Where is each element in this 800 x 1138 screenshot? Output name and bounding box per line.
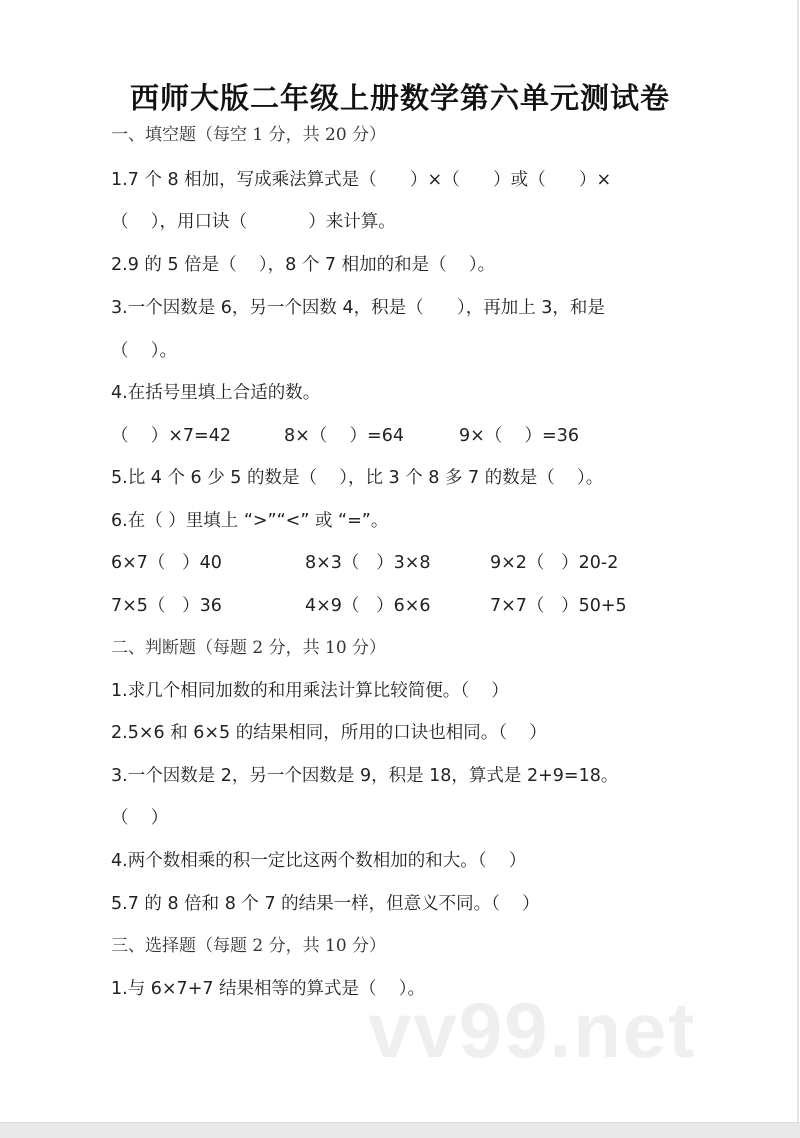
watermark: vv99.net (368, 986, 697, 1074)
s1-question-4: 4.在括号里填上合适的数。 (111, 383, 321, 403)
s1-q6-item: 6×7（ ）40 (111, 553, 222, 573)
s2-question-3-line-2: （ ） (111, 808, 169, 828)
page-title: 西师大版二年级上册数学第六单元测试卷 (129, 81, 670, 115)
s1-q4-item: （ ）×7=42 (111, 426, 231, 446)
section-2-heading: 二、判断题（每题 2 分，共 10 分） (111, 638, 387, 658)
s1-q6-item: 9×2（ ）20-2 (490, 553, 619, 573)
s1-question-2: 2.9 的 5 倍是（ ），8 个 7 相加的和是（ ）。 (111, 255, 496, 275)
s1-question-3-line-2: （ ）。 (111, 341, 178, 361)
s1-q6-item: 7×7（ ）50+5 (490, 596, 627, 616)
section-3-heading: 三、选择题（每题 2 分，共 10 分） (111, 936, 387, 956)
s1-q4-item: 8×（ ）=64 (284, 426, 404, 446)
s1-question-1-line-2: （ ），用口诀（ ）来计算。 (111, 212, 396, 232)
s1-q6-item: 4×9（ ）6×6 (305, 596, 431, 616)
s1-q4-item: 9×（ ）=36 (459, 426, 579, 446)
s1-question-1-line-1: 1.7 个 8 相加，写成乘法算式是（ ）×（ ）或（ ）× (111, 170, 612, 190)
s1-question-6: 6.在（ ）里填上 “>”“<” 或 “=”。 (111, 511, 389, 531)
page-bottom-edge (0, 1122, 800, 1138)
s2-question-3-line-1: 3.一个因数是 2，另一个因数是 9，积是 18，算式是 2+9=18。 (111, 766, 619, 786)
s2-question-2: 2.5×6 和 6×5 的结果相同，所用的口诀也相同。（ ） (111, 723, 547, 743)
section-1-heading: 一、填空题（每空 1 分，共 20 分） (111, 125, 387, 145)
s2-question-4: 4.两个数相乘的积一定比这两个数相加的和大。（ ） (111, 851, 527, 871)
s2-question-1: 1.求几个相同加数的和用乘法计算比较简便。（ ） (111, 681, 509, 701)
s2-question-5: 5.7 的 8 倍和 8 个 7 的结果一样，但意义不同。（ ） (111, 894, 540, 914)
s3-question-1: 1.与 6×7+7 结果相等的算式是（ ）。 (111, 979, 426, 999)
s1-question-3-line-1: 3.一个因数是 6，另一个因数 4，积是（ ），再加上 3，和是 (111, 298, 605, 318)
s1-q6-item: 8×3（ ）3×8 (305, 553, 431, 573)
s1-question-5: 5.比 4 个 6 少 5 的数是（ ），比 3 个 8 多 7 的数是（ ）。 (111, 468, 604, 488)
s1-q6-item: 7×5（ ）36 (111, 596, 222, 616)
